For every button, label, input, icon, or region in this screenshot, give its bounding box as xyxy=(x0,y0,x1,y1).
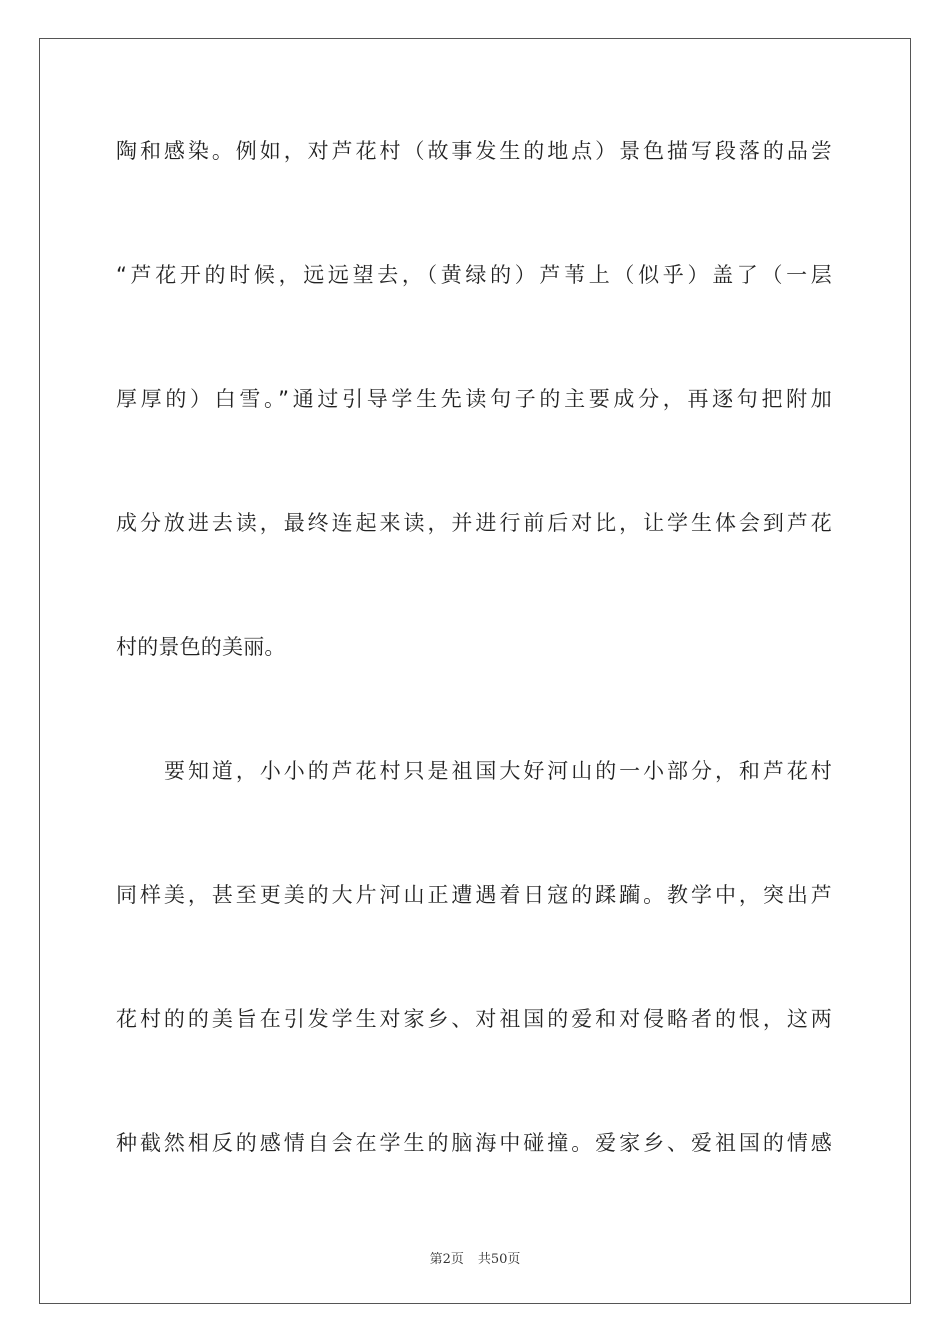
text-line: 同样美，甚至更美的大片河山正遭遇着日寇的蹂躏。教学中，突出芦 xyxy=(116,883,832,907)
page-border xyxy=(39,38,911,1304)
page-number: 第2页 xyxy=(429,1252,464,1267)
text-line: 厚厚的）白雪。”通过引导学生先读句子的主要成分，再逐句把附加 xyxy=(116,387,832,411)
text-line: 成分放进去读，最终连起来读，并进行前后对比，让学生体会到芦花 xyxy=(116,511,832,535)
text-line: “芦花开的时候，远远望去，（黄绿的）芦苇上（似乎）盖了（一层 xyxy=(116,263,832,287)
text-line: 种截然相反的感情自会在学生的脑海中碰撞。爱家乡、爱祖国的情感 xyxy=(116,1131,832,1155)
text-line: 陶和感染。例如，对芦花村（故事发生的地点）景色描写段落的品尝 xyxy=(116,139,832,163)
text-line: 村的景色的美丽。 xyxy=(116,635,286,659)
page-total: 共50页 xyxy=(477,1252,521,1267)
text-line: 花村的的美旨在引发学生对家乡、对祖国的爱和对侵略者的恨，这两 xyxy=(116,1007,832,1031)
paragraph-first-line: 要知道，小小的芦花村只是祖国大好河山的一小部分，和芦花村 xyxy=(164,759,832,783)
page-footer xyxy=(0,1248,950,1267)
